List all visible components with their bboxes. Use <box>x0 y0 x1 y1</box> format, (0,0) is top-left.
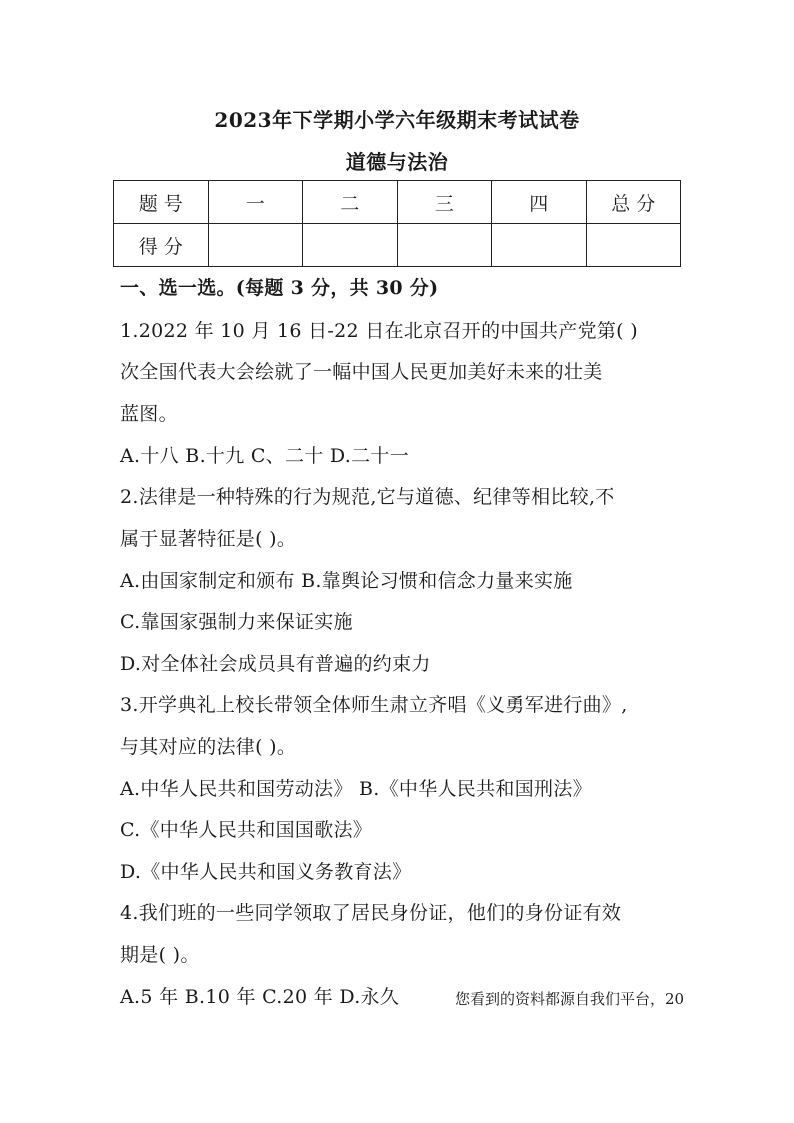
question-1-line-2: 次全国代表大会绘就了一幅中国人民更加美好未来的壮美 <box>120 361 603 383</box>
table-cell: 题 号 <box>114 181 209 224</box>
table-cell: 四 <box>492 181 587 224</box>
subject-title: 道德与法治 <box>345 150 449 174</box>
question-3-option-d: D.《中华人民共和国义务教育法》 <box>120 861 412 883</box>
question-2-line-1: 2.法律是一种特殊的行为规范,它与道德、纪律等相比较,不 <box>120 486 615 508</box>
table-cell: 总 分 <box>586 181 681 224</box>
question-2-line-2: 属于显著特征是( )。 <box>120 528 297 550</box>
score-table-header-row <box>114 181 681 224</box>
question-4-line-2: 期是( )。 <box>120 944 200 966</box>
score-table-score-row <box>114 224 681 267</box>
question-3-line-2: 与其对应的法律( )。 <box>120 736 297 758</box>
table-cell: 一 <box>208 181 303 224</box>
question-2-option-ab: A.由国家制定和颁布 B.靠舆论习惯和信念力量来实施 <box>120 570 573 592</box>
question-1-options: A.十八 B.十九 C、二十 D.二十一 <box>120 445 410 467</box>
table-cell: 三 <box>397 181 492 224</box>
score-cell-4[interactable] <box>492 224 587 267</box>
score-cell-1[interactable] <box>208 224 303 267</box>
score-cell-total[interactable] <box>586 224 681 267</box>
question-4-options: A.5 年 B.10 年 C.20 年 D.永久 <box>120 986 400 1008</box>
question-3-option-ab: A.中华人民共和国劳动法》 B.《中华人民共和国刑法》 <box>120 778 592 800</box>
score-cell-3[interactable] <box>397 224 492 267</box>
question-3-option-c: C.《中华人民共和国国歌法》 <box>120 819 373 841</box>
watermark-text: 您看到的资料都源自我们平台，20 <box>455 990 685 1008</box>
table-cell: 二 <box>303 181 398 224</box>
score-row-label: 得 分 <box>114 224 209 267</box>
question-3-line-1: 3.开学典礼上校长带领全体师生肃立齐唱《义勇军进行曲》, <box>120 694 628 716</box>
question-1-line-1: 1.2022 年 10 月 16 日-22 日在北京召开的中国共产党第( ) <box>120 320 638 342</box>
question-2-option-d: D.对全体社会成员具有普遍的约束力 <box>120 653 431 675</box>
section-heading: 一、选一选。(每题 3 分，共 30 分) <box>120 277 439 299</box>
question-4-line-1: 4.我们班的一些同学领取了居民身份证，他们的身份证有效 <box>120 902 622 924</box>
question-1-line-3: 蓝图。 <box>120 403 178 425</box>
exam-title: 2023年下学期小学六年级期末考试试卷 <box>214 108 580 132</box>
score-cell-2[interactable] <box>303 224 398 267</box>
score-table <box>113 180 681 267</box>
question-2-option-c: C.靠国家强制力来保证实施 <box>120 611 353 633</box>
